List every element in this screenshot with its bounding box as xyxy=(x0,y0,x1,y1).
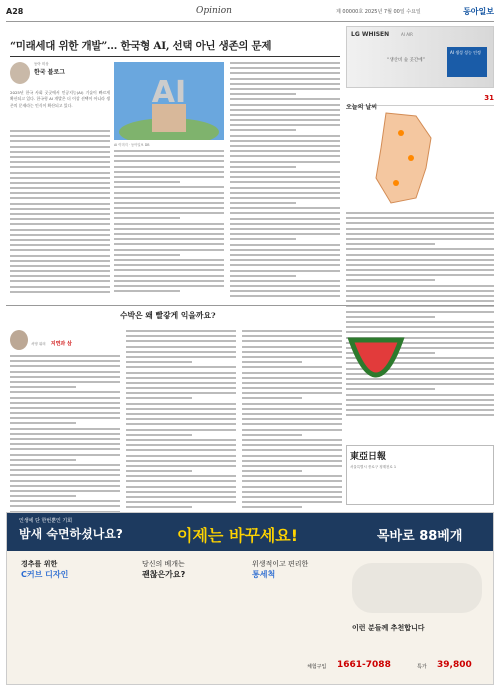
text-line xyxy=(242,506,302,508)
text-line xyxy=(126,356,236,358)
text-line xyxy=(242,491,342,493)
text-line xyxy=(126,501,236,503)
text-line xyxy=(114,212,224,214)
text-line xyxy=(10,286,110,288)
weather-map xyxy=(346,108,494,208)
text-line xyxy=(126,434,192,436)
text-line xyxy=(10,464,120,466)
text-line xyxy=(242,346,342,348)
text-line xyxy=(126,361,192,363)
text-line xyxy=(10,197,110,199)
text-line xyxy=(126,470,192,472)
text-line xyxy=(114,223,224,225)
watermelon-icon xyxy=(346,330,406,410)
text-line xyxy=(230,93,296,95)
text-line xyxy=(230,270,340,272)
text-line xyxy=(242,382,342,384)
text-line xyxy=(230,223,340,225)
text-line xyxy=(230,254,340,256)
text-line xyxy=(10,485,120,487)
masthead xyxy=(346,445,494,505)
pillow-image xyxy=(352,563,482,613)
text-line xyxy=(114,150,224,152)
ad-answer: 이제는 바꾸세요! xyxy=(177,526,299,545)
author2-name: 지연과 삼 xyxy=(50,341,72,347)
text-line xyxy=(114,166,224,168)
text-line xyxy=(10,213,110,215)
text-line xyxy=(126,408,236,410)
text-line xyxy=(10,177,110,179)
text-line xyxy=(230,249,340,251)
ad-feature-1: 경추를 위한 xyxy=(21,560,58,568)
ad-cta: AI 생성 성능 인정 xyxy=(447,47,487,77)
text-line xyxy=(346,290,494,292)
article2-headline[interactable]: 수박은 왜 빨갛게 익을까요? xyxy=(120,311,216,320)
text-line xyxy=(126,372,236,374)
text-line xyxy=(126,506,192,508)
text-line xyxy=(126,377,236,379)
ad-feature-3b: 통세척 xyxy=(252,570,276,579)
text-line xyxy=(242,480,342,482)
text-line xyxy=(346,326,494,328)
text-line xyxy=(230,145,340,147)
author2-box xyxy=(10,330,90,350)
paper-logo: 동아일보 xyxy=(463,7,494,16)
text-line xyxy=(242,392,342,394)
text-line xyxy=(346,321,494,323)
text-line xyxy=(126,418,236,420)
text-line xyxy=(126,392,236,394)
page-number: A28 xyxy=(6,7,24,16)
text-line xyxy=(126,397,192,399)
text-line xyxy=(10,376,120,378)
text-line xyxy=(126,455,236,457)
text-line xyxy=(242,387,342,389)
text-line xyxy=(230,150,340,152)
text-line xyxy=(10,469,120,471)
text-line xyxy=(126,449,236,451)
text-line xyxy=(10,270,110,272)
text-line xyxy=(10,438,120,440)
text-line xyxy=(346,212,494,214)
ad-price: 39,800 xyxy=(437,660,472,670)
text-line xyxy=(242,408,342,410)
text-line xyxy=(126,486,236,488)
text-line xyxy=(114,290,180,292)
ad-feature-3: 위생적이고 편리한 xyxy=(252,560,309,568)
text-line xyxy=(242,423,342,425)
text-line xyxy=(230,280,340,282)
text-line xyxy=(10,151,110,153)
author-avatar xyxy=(10,62,30,84)
author-tag: 동아 미상 xyxy=(34,62,49,66)
text-line xyxy=(10,480,120,482)
text-line xyxy=(126,403,236,405)
text-line xyxy=(10,229,110,231)
text-line xyxy=(242,434,302,436)
text-line xyxy=(126,460,236,462)
text-line xyxy=(230,109,340,111)
text-line xyxy=(114,228,224,230)
text-line xyxy=(126,382,236,384)
text-line xyxy=(126,335,236,337)
text-line xyxy=(126,387,236,389)
text-line xyxy=(346,248,494,250)
text-line xyxy=(230,264,340,266)
text-line xyxy=(10,417,120,419)
text-line xyxy=(242,460,342,462)
text-line xyxy=(346,300,494,302)
text-line xyxy=(10,365,120,367)
text-line xyxy=(114,249,224,251)
text-line xyxy=(230,98,340,100)
text-line xyxy=(346,228,494,230)
text-line xyxy=(10,156,110,158)
text-line xyxy=(10,500,120,502)
text-line xyxy=(346,222,494,224)
text-line xyxy=(114,243,224,245)
text-line xyxy=(230,104,340,106)
text-line xyxy=(114,285,224,287)
text-line xyxy=(126,366,236,368)
author2-avatar xyxy=(10,330,28,350)
text-line xyxy=(126,330,236,332)
text-line xyxy=(10,474,120,476)
text-line xyxy=(230,166,296,168)
text-line xyxy=(242,397,302,399)
text-line xyxy=(230,228,340,230)
ad-product: 목바로 88베개 xyxy=(377,529,463,544)
text-line xyxy=(10,490,120,492)
text-line xyxy=(10,381,120,383)
ai-hand-illustration xyxy=(114,62,224,140)
text-line xyxy=(230,244,340,246)
text-line xyxy=(230,83,340,85)
section-divider xyxy=(6,305,494,306)
text-line xyxy=(114,207,224,209)
text-line xyxy=(242,356,342,358)
ad-sub: AI AIR xyxy=(401,32,413,37)
text-line xyxy=(230,187,340,189)
text-line xyxy=(126,465,236,467)
text-line xyxy=(10,407,120,409)
text-line xyxy=(346,311,494,313)
ai-photo xyxy=(114,62,224,140)
text-line xyxy=(230,72,340,74)
text-line xyxy=(126,475,236,477)
text-line xyxy=(242,444,342,446)
text-line xyxy=(126,423,236,425)
text-line xyxy=(126,496,236,498)
text-line xyxy=(10,448,120,450)
text-line xyxy=(10,443,120,445)
text-line xyxy=(346,264,494,266)
text-line xyxy=(230,295,340,297)
text-line xyxy=(242,413,342,415)
text-line xyxy=(114,192,224,194)
ad-recommend: 이런 분들께 추천합니다 xyxy=(352,624,425,632)
article-column-2 xyxy=(114,150,224,295)
text-line xyxy=(230,88,340,90)
text-line xyxy=(230,290,340,292)
text-line xyxy=(10,412,120,414)
text-line xyxy=(114,171,224,173)
text-line xyxy=(10,234,110,236)
text-line xyxy=(114,181,180,183)
text-line xyxy=(10,255,110,257)
text-line xyxy=(230,176,340,178)
text-line xyxy=(10,130,110,132)
text-line xyxy=(230,181,340,183)
text-line xyxy=(346,217,494,219)
text-line xyxy=(242,501,342,503)
text-line xyxy=(10,505,120,507)
text-line xyxy=(126,439,236,441)
text-line xyxy=(10,187,110,189)
text-line xyxy=(114,254,180,256)
text-line xyxy=(230,207,340,209)
text-line xyxy=(346,269,494,271)
text-line xyxy=(230,233,340,235)
text-line xyxy=(346,295,494,297)
text-line xyxy=(10,239,110,241)
text-line xyxy=(346,243,435,245)
text-line xyxy=(242,455,342,457)
author2-prefix: 서영 위의 xyxy=(31,342,46,346)
text-line xyxy=(242,340,342,342)
air-conditioner-ad[interactable] xyxy=(346,26,494,88)
text-line xyxy=(10,371,120,373)
text-line xyxy=(346,233,494,235)
watermelon-photo xyxy=(346,330,494,440)
section-title: Opinion xyxy=(196,6,232,16)
text-line xyxy=(242,403,342,405)
text-line xyxy=(242,449,342,451)
text-line xyxy=(230,218,340,220)
korea-map-icon xyxy=(346,108,494,208)
text-line xyxy=(242,351,342,353)
text-line xyxy=(242,465,342,467)
text-line xyxy=(10,172,110,174)
masthead-name: 東亞日報 xyxy=(350,452,387,462)
text-line xyxy=(114,264,224,266)
text-line xyxy=(230,129,296,131)
text-line xyxy=(242,418,342,420)
text-line xyxy=(10,140,110,142)
ad-brand: LG WHISEN xyxy=(351,31,390,38)
text-line xyxy=(230,155,340,157)
text-line xyxy=(126,444,236,446)
text-line xyxy=(126,351,236,353)
column-1-lines xyxy=(10,130,110,296)
text-line xyxy=(126,480,236,482)
text-line xyxy=(230,124,340,126)
text-line xyxy=(10,428,120,430)
text-line xyxy=(230,285,340,287)
text-line xyxy=(242,377,342,379)
text-line xyxy=(242,429,342,431)
text-line xyxy=(230,202,296,204)
text-line xyxy=(346,285,494,287)
ad-question: 밤새 숙면하셨나요? xyxy=(19,527,123,541)
text-line xyxy=(10,208,110,210)
text-line xyxy=(10,391,120,393)
masthead-address: 서울특별시 종로구 청계천로 1 xyxy=(350,465,397,469)
text-line xyxy=(230,140,340,142)
text-line xyxy=(10,203,110,205)
article-headline[interactable]: “미래세대 위한 개발”… 한국형 AI, 선택 아닌 생존의 문제 xyxy=(10,40,272,52)
article-column-1 xyxy=(10,90,110,109)
text-line xyxy=(346,254,494,256)
weather-header xyxy=(346,94,494,111)
pillow-ad[interactable] xyxy=(6,512,494,685)
text-line xyxy=(230,192,340,194)
text-line xyxy=(242,330,342,332)
text-line xyxy=(346,316,435,318)
ad-phone[interactable]: 1661-7088 xyxy=(337,660,391,670)
photo-caption: AI 이미지 · 동아일보 DB xyxy=(114,143,150,147)
text-line xyxy=(230,114,340,116)
headline-rule xyxy=(10,56,340,57)
text-line xyxy=(242,366,342,368)
text-line xyxy=(10,397,120,399)
text-line xyxy=(230,259,340,261)
ad-price-label: 특가 xyxy=(417,664,427,670)
text-line xyxy=(230,238,296,240)
weather-title: 오늘의 날씨 xyxy=(346,104,378,111)
text-line xyxy=(114,259,224,261)
text-line xyxy=(114,197,224,199)
text-line xyxy=(114,238,224,240)
text-line xyxy=(10,275,110,277)
text-line xyxy=(114,155,224,157)
text-line xyxy=(10,260,110,262)
text-line xyxy=(10,402,120,404)
text-line xyxy=(10,280,110,282)
text-line xyxy=(114,275,224,277)
text-line xyxy=(126,413,236,415)
issue-line: 제 00000호 2025년 7월 00일 수요일 xyxy=(336,9,421,15)
text-line xyxy=(126,491,236,493)
article-intro: 2025년 한국 사회 곳곳에서 인공지능(AI) 기술이 빠르게 확산되고 있다. 한국형 AI 개발은 더 이상 선택이 아니라 생존의 문제라는 인식이 확산되고 있다. xyxy=(10,90,110,108)
text-line xyxy=(230,197,340,199)
text-line xyxy=(10,135,110,137)
text-line xyxy=(230,161,340,163)
svg-text:AI: AI xyxy=(151,75,187,110)
text-line xyxy=(114,176,224,178)
text-line xyxy=(10,459,76,461)
ad-feature-1b: C커브 디자인 xyxy=(21,570,69,579)
text-line xyxy=(10,386,76,388)
text-line xyxy=(10,265,110,267)
text-line xyxy=(10,291,110,293)
text-line xyxy=(10,166,110,168)
text-line xyxy=(10,495,76,497)
text-line xyxy=(346,274,494,276)
text-line xyxy=(10,433,120,435)
page-header xyxy=(6,6,494,22)
text-line xyxy=(114,160,224,162)
author-name: 한국 블로그 xyxy=(34,69,66,76)
text-line xyxy=(242,361,302,363)
ad-feature-2: 당신의 베개는 xyxy=(142,560,185,568)
ad-feature-2b: 괜찮은가요? xyxy=(142,570,186,579)
text-line xyxy=(114,280,224,282)
text-line xyxy=(230,135,340,137)
text-line xyxy=(10,218,110,220)
text-line xyxy=(230,171,340,173)
weather-temp: 31 xyxy=(484,94,494,102)
ad-note: 인생에 단 한번뿐인 기회 xyxy=(19,518,73,524)
text-line xyxy=(242,475,342,477)
text-line xyxy=(10,182,110,184)
text-line xyxy=(114,233,224,235)
text-line xyxy=(114,217,180,219)
text-line xyxy=(346,259,494,261)
text-line xyxy=(10,249,110,251)
text-line xyxy=(10,360,120,362)
text-line xyxy=(242,372,342,374)
text-line xyxy=(346,238,494,240)
text-line xyxy=(126,429,236,431)
text-line xyxy=(114,269,224,271)
text-line xyxy=(10,146,110,148)
ad-tagline: “생산비 숲 곳간에” xyxy=(387,58,425,63)
text-line xyxy=(242,470,302,472)
text-line xyxy=(10,355,120,357)
text-line xyxy=(242,486,342,488)
text-line xyxy=(242,439,342,441)
text-line xyxy=(346,279,435,281)
text-line xyxy=(242,496,342,498)
text-line xyxy=(230,67,340,69)
author-box xyxy=(10,62,90,84)
text-line xyxy=(10,454,120,456)
text-line xyxy=(10,192,110,194)
text-line xyxy=(230,212,340,214)
text-line xyxy=(230,78,340,80)
text-line xyxy=(114,186,224,188)
text-line xyxy=(230,275,296,277)
text-line xyxy=(10,244,110,246)
article-column-3 xyxy=(230,62,340,301)
text-line xyxy=(230,62,340,64)
text-line xyxy=(10,422,76,424)
ad-phone-label: 체험구입 xyxy=(307,664,327,670)
text-line xyxy=(126,340,236,342)
text-line xyxy=(10,223,110,225)
text-line xyxy=(230,119,340,121)
text-line xyxy=(242,335,342,337)
text-line xyxy=(126,346,236,348)
text-line xyxy=(114,202,224,204)
text-line xyxy=(10,161,110,163)
